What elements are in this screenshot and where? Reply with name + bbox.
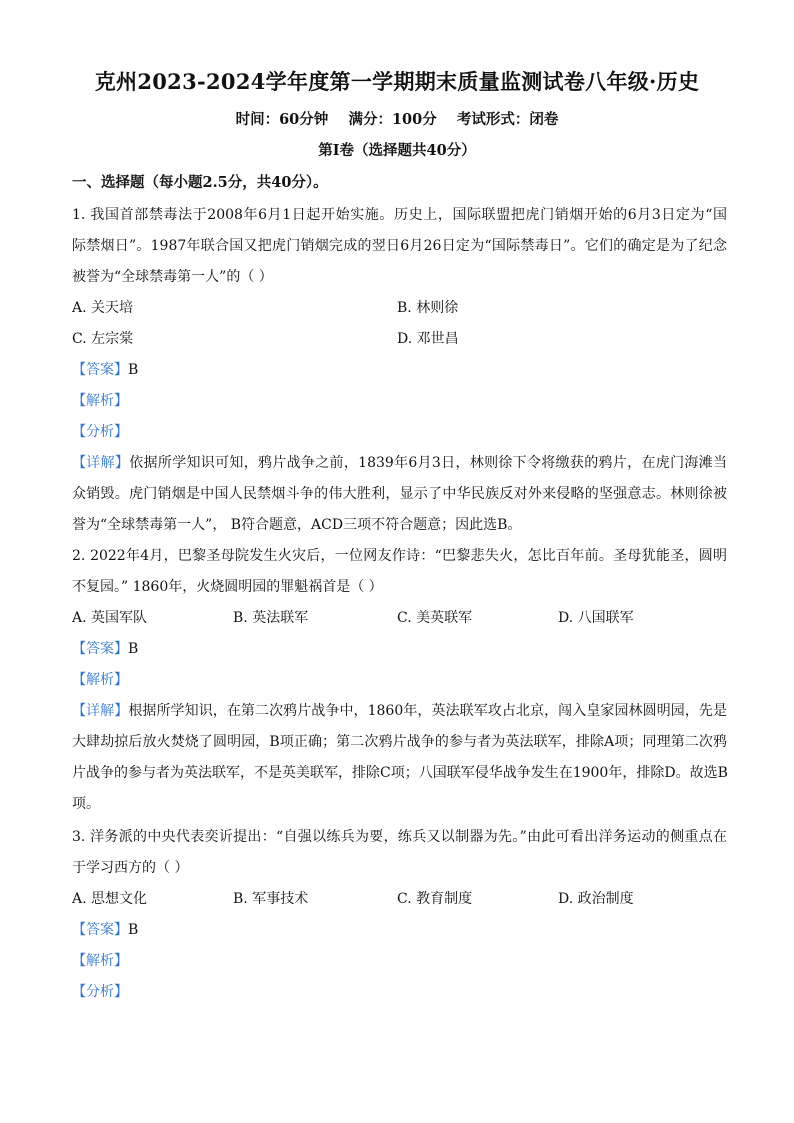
q1-answer — [72, 359, 727, 379]
q1-option-b: B. 林则徐 — [397, 300, 459, 316]
q2-stem-line: 2. 2022年4月，巴黎圣母院发生火灾后，一位网友作诗：“巴黎悲失火，怎比百年前。圣母犹能圣，圆明 — [72, 548, 727, 564]
q1-fenxi-label: 【分析】 — [72, 424, 128, 440]
answer-label-open: 【 — [72, 362, 86, 378]
q2-stem-line: 不复园。” 1860年，火烧圆明园的罪魁祸首是（ ） — [72, 579, 383, 595]
exam-title: 克州2023-2024学年度第一学期期末质量监测试卷八年级·历史 — [94, 69, 700, 94]
section-heading: 第Ⅰ卷（选择题共40分） — [318, 142, 476, 159]
q3-answer-value: B — [128, 922, 139, 938]
q1-stem-line: 被誉为“全球禁毒第一人”的（ ） — [72, 269, 273, 285]
detail-label: 【详解】 — [72, 703, 129, 719]
answer-label: 答案 — [86, 362, 114, 378]
q3-stem-line: 于学习西方的（ ） — [72, 860, 189, 876]
q2-option-c: C. 美英联军 — [397, 610, 473, 626]
q2-detail-text: 根据所学知识，在第二次鸦片战争中，1860年，英法联军攻占北京，闯入皇家园林圆明园，先是 — [128, 703, 727, 719]
answer-label-close: 】 — [114, 362, 128, 378]
q3-stem-line: 3. 洋务派的中央代表奕䜣提出：“自强以练兵为要，练兵又以制器为先。”由此可看出洋务运动的侧重点在 — [72, 829, 727, 845]
part-heading: 一、选择题（每小题2.5分，共40分）。 — [72, 174, 328, 191]
q1-detail-text: 依据所学知识可知，鸦片战争之前，1839年6月3日，林则徐下令将缴获的鸦片，在虎门海滩当 — [129, 455, 727, 471]
q2-option-a: A. 英国军队 — [72, 610, 148, 626]
q2-analysis-label: 【解析】 — [72, 672, 128, 688]
q2-option-b: B. 英法联军 — [233, 610, 309, 626]
q1-option-a: A. 关天培 — [72, 300, 134, 316]
detail-label: 【详解】 — [72, 455, 130, 471]
q1-option-d: D. 邓世昌 — [397, 331, 459, 347]
answer-label-open: 【 — [72, 922, 86, 938]
q2-detail-line: 大肆劫掠后放火焚烧了圆明园，B项正确；第二次鸦片战争的参与者为英法联军，排除A项；同理第二次鸦 — [72, 734, 727, 750]
q3-answer — [72, 919, 727, 939]
answer-label-close: 】 — [114, 641, 128, 657]
q1-option-c: C. 左宗棠 — [72, 331, 134, 347]
q3-option-d: D. 政治制度 — [558, 891, 634, 907]
q2-detail-line — [72, 700, 727, 720]
q2-detail-line: 项。 — [72, 796, 100, 812]
q2-option-d: D. 八国联军 — [558, 610, 634, 626]
q3-option-c: C. 教育制度 — [397, 891, 473, 907]
q1-answer-value: B — [128, 362, 139, 378]
q1-analysis-label: 【解析】 — [72, 393, 128, 409]
q2-detail-line: 片战争的参与者为英法联军，不是英美联军，排除C项；八国联军侵华战争发生在1900年，排除D。故选B — [72, 765, 728, 781]
q1-detail-line — [72, 452, 727, 472]
answer-label: 答案 — [86, 922, 114, 938]
q2-answer-value: B — [128, 641, 139, 657]
answer-label: 答案 — [86, 641, 114, 657]
q1-detail-line: 誉为“全球禁毒第一人”， B符合题意，ACD三项不符合题意；因此选B。 — [72, 517, 522, 533]
q3-analysis-label: 【解析】 — [72, 953, 128, 969]
q2-answer — [72, 638, 727, 658]
exam-meta: 时间：60分钟 满分：100分 考试形式：闭卷 — [235, 111, 559, 128]
q1-detail-line: 众销毁。虎门销烟是中国人民禁烟斗争的伟大胜利，显示了中华民族反对外来侵略的坚强意志。林则徐被 — [72, 486, 727, 502]
answer-label-close: 】 — [114, 922, 128, 938]
q3-fenxi-label: 【分析】 — [72, 984, 128, 1000]
answer-label-open: 【 — [72, 641, 86, 657]
q3-option-b: B. 军事技术 — [233, 891, 309, 907]
q3-option-a: A. 思想文化 — [72, 891, 148, 907]
q1-stem-line: 1. 我国首部禁毒法于2008年6月1日起开始实施。历史上，国际联盟把虎门销烟开始的6月3日定为“国 — [72, 207, 727, 223]
q1-stem-line: 际禁烟日”。1987年联合国又把虎门销烟完成的翌日6月26日定为“国际禁毒日”。它们的确定是为了纪念 — [72, 238, 727, 254]
